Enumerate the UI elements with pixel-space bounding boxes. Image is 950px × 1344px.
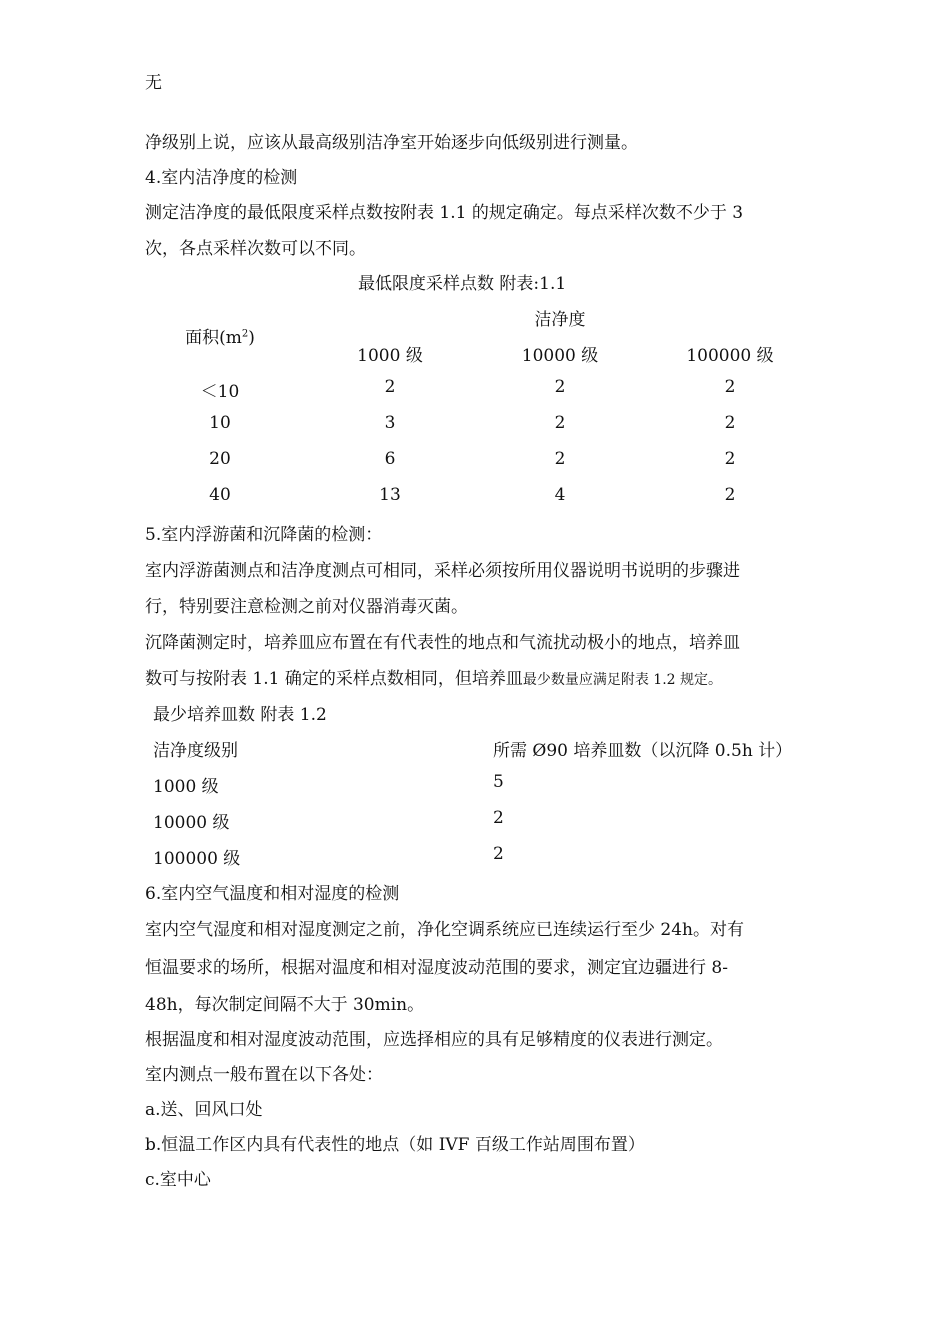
- table-cell: 2: [493, 808, 504, 828]
- section-heading-6: 6.室内空气温度和相对湿度的检测: [145, 884, 400, 904]
- table-cell: 5: [493, 772, 504, 792]
- table-cell: ＜10: [200, 382, 240, 402]
- paragraph: 室内测点一般布置在以下各处：: [145, 1065, 383, 1085]
- table-cell: 6: [384, 449, 396, 469]
- table-cell: 2: [724, 485, 736, 505]
- paragraph: 室内浮游菌测点和洁净度测点可相同，采样必须按所用仪器说明书说明的步骤进: [145, 561, 740, 581]
- column-header-10000: 10000 级: [521, 346, 599, 366]
- table-header-level: 洁净度级别: [153, 741, 238, 761]
- table-cell: 2: [493, 844, 504, 864]
- paragraph: 根据温度和相对湿度波动范围，应选择相应的具有足够精度的仪表进行测定。: [145, 1030, 723, 1050]
- list-item: c.室中心: [145, 1170, 211, 1190]
- paragraph: 数可与按附表 1.1 确定的采样点数相同，但培养皿最少数量应满足附表 1.2 规定。: [145, 669, 723, 689]
- table-cell: 2: [724, 449, 736, 469]
- table-cell: 20: [209, 449, 231, 469]
- table-cell: 1000 级: [153, 777, 219, 797]
- paragraph: 测定洁净度的最低限度采样点数按附表 1.1 的规定确定。每点采样次数不少于 3: [145, 203, 744, 223]
- table-cell: 10: [209, 413, 231, 433]
- column-header-1000: 1000 级: [357, 346, 423, 366]
- table-cell: 2: [554, 449, 566, 469]
- section-heading-5: 5.室内浮游菌和沉降菌的检测：: [145, 525, 383, 545]
- list-item: b.恒温工作区内具有代表性的地点（如 IVF 百级工作站周围布置）: [145, 1135, 645, 1155]
- table-cell: 40: [209, 485, 231, 505]
- paragraph: 次，各点采样次数可以不同。: [145, 239, 366, 259]
- paragraph: 恒温要求的场所，根据对温度和相对湿度波动范围的要求，测定宜边疆进行 8-: [145, 958, 728, 978]
- cleanliness-group-header: 洁净度: [534, 310, 586, 330]
- table-header-dish-count: 所需 Ø90 培养皿数（以沉降 0.5h 计）: [493, 741, 793, 761]
- column-header-100000: 100000 级: [686, 346, 774, 366]
- table-cell: 2: [384, 377, 396, 397]
- paragraph: 行，特别要注意检测之前对仪器消毒灭菌。: [145, 597, 468, 617]
- table-caption: 最少培养皿数 附表 1.2: [153, 705, 327, 725]
- list-item: a.送、回风口处: [145, 1100, 263, 1120]
- paragraph: 沉降菌测定时，培养皿应布置在有代表性的地点和气流扰动极小的地点，培养皿: [145, 633, 740, 653]
- table-cell: 2: [554, 377, 566, 397]
- page-header: 无: [145, 73, 162, 93]
- table-cell: 10000 级: [153, 813, 230, 833]
- paragraph: 48h，每次制定间隔不大于 30min。: [145, 995, 425, 1015]
- section-heading-4: 4.室内洁净度的检测: [145, 168, 298, 188]
- table-cell: 2: [724, 413, 736, 433]
- table-cell: 13: [379, 485, 401, 505]
- table-cell: 2: [554, 413, 566, 433]
- table-caption: 最低限度采样点数 附表:1.1: [358, 274, 567, 294]
- paragraph: 净级别上说，应该从最高级别洁净室开始逐步向低级别进行测量。: [145, 133, 638, 153]
- paragraph: 室内空气湿度和相对湿度测定之前，净化空调系统应已连续运行至少 24h。对有: [145, 920, 744, 940]
- area-column-header: 面积$(m^2)$: [185, 328, 255, 348]
- table-cell: 3: [384, 413, 396, 433]
- table-cell: 100000 级: [153, 849, 241, 869]
- table-cell: 2: [724, 377, 736, 397]
- table-cell: 4: [554, 485, 566, 505]
